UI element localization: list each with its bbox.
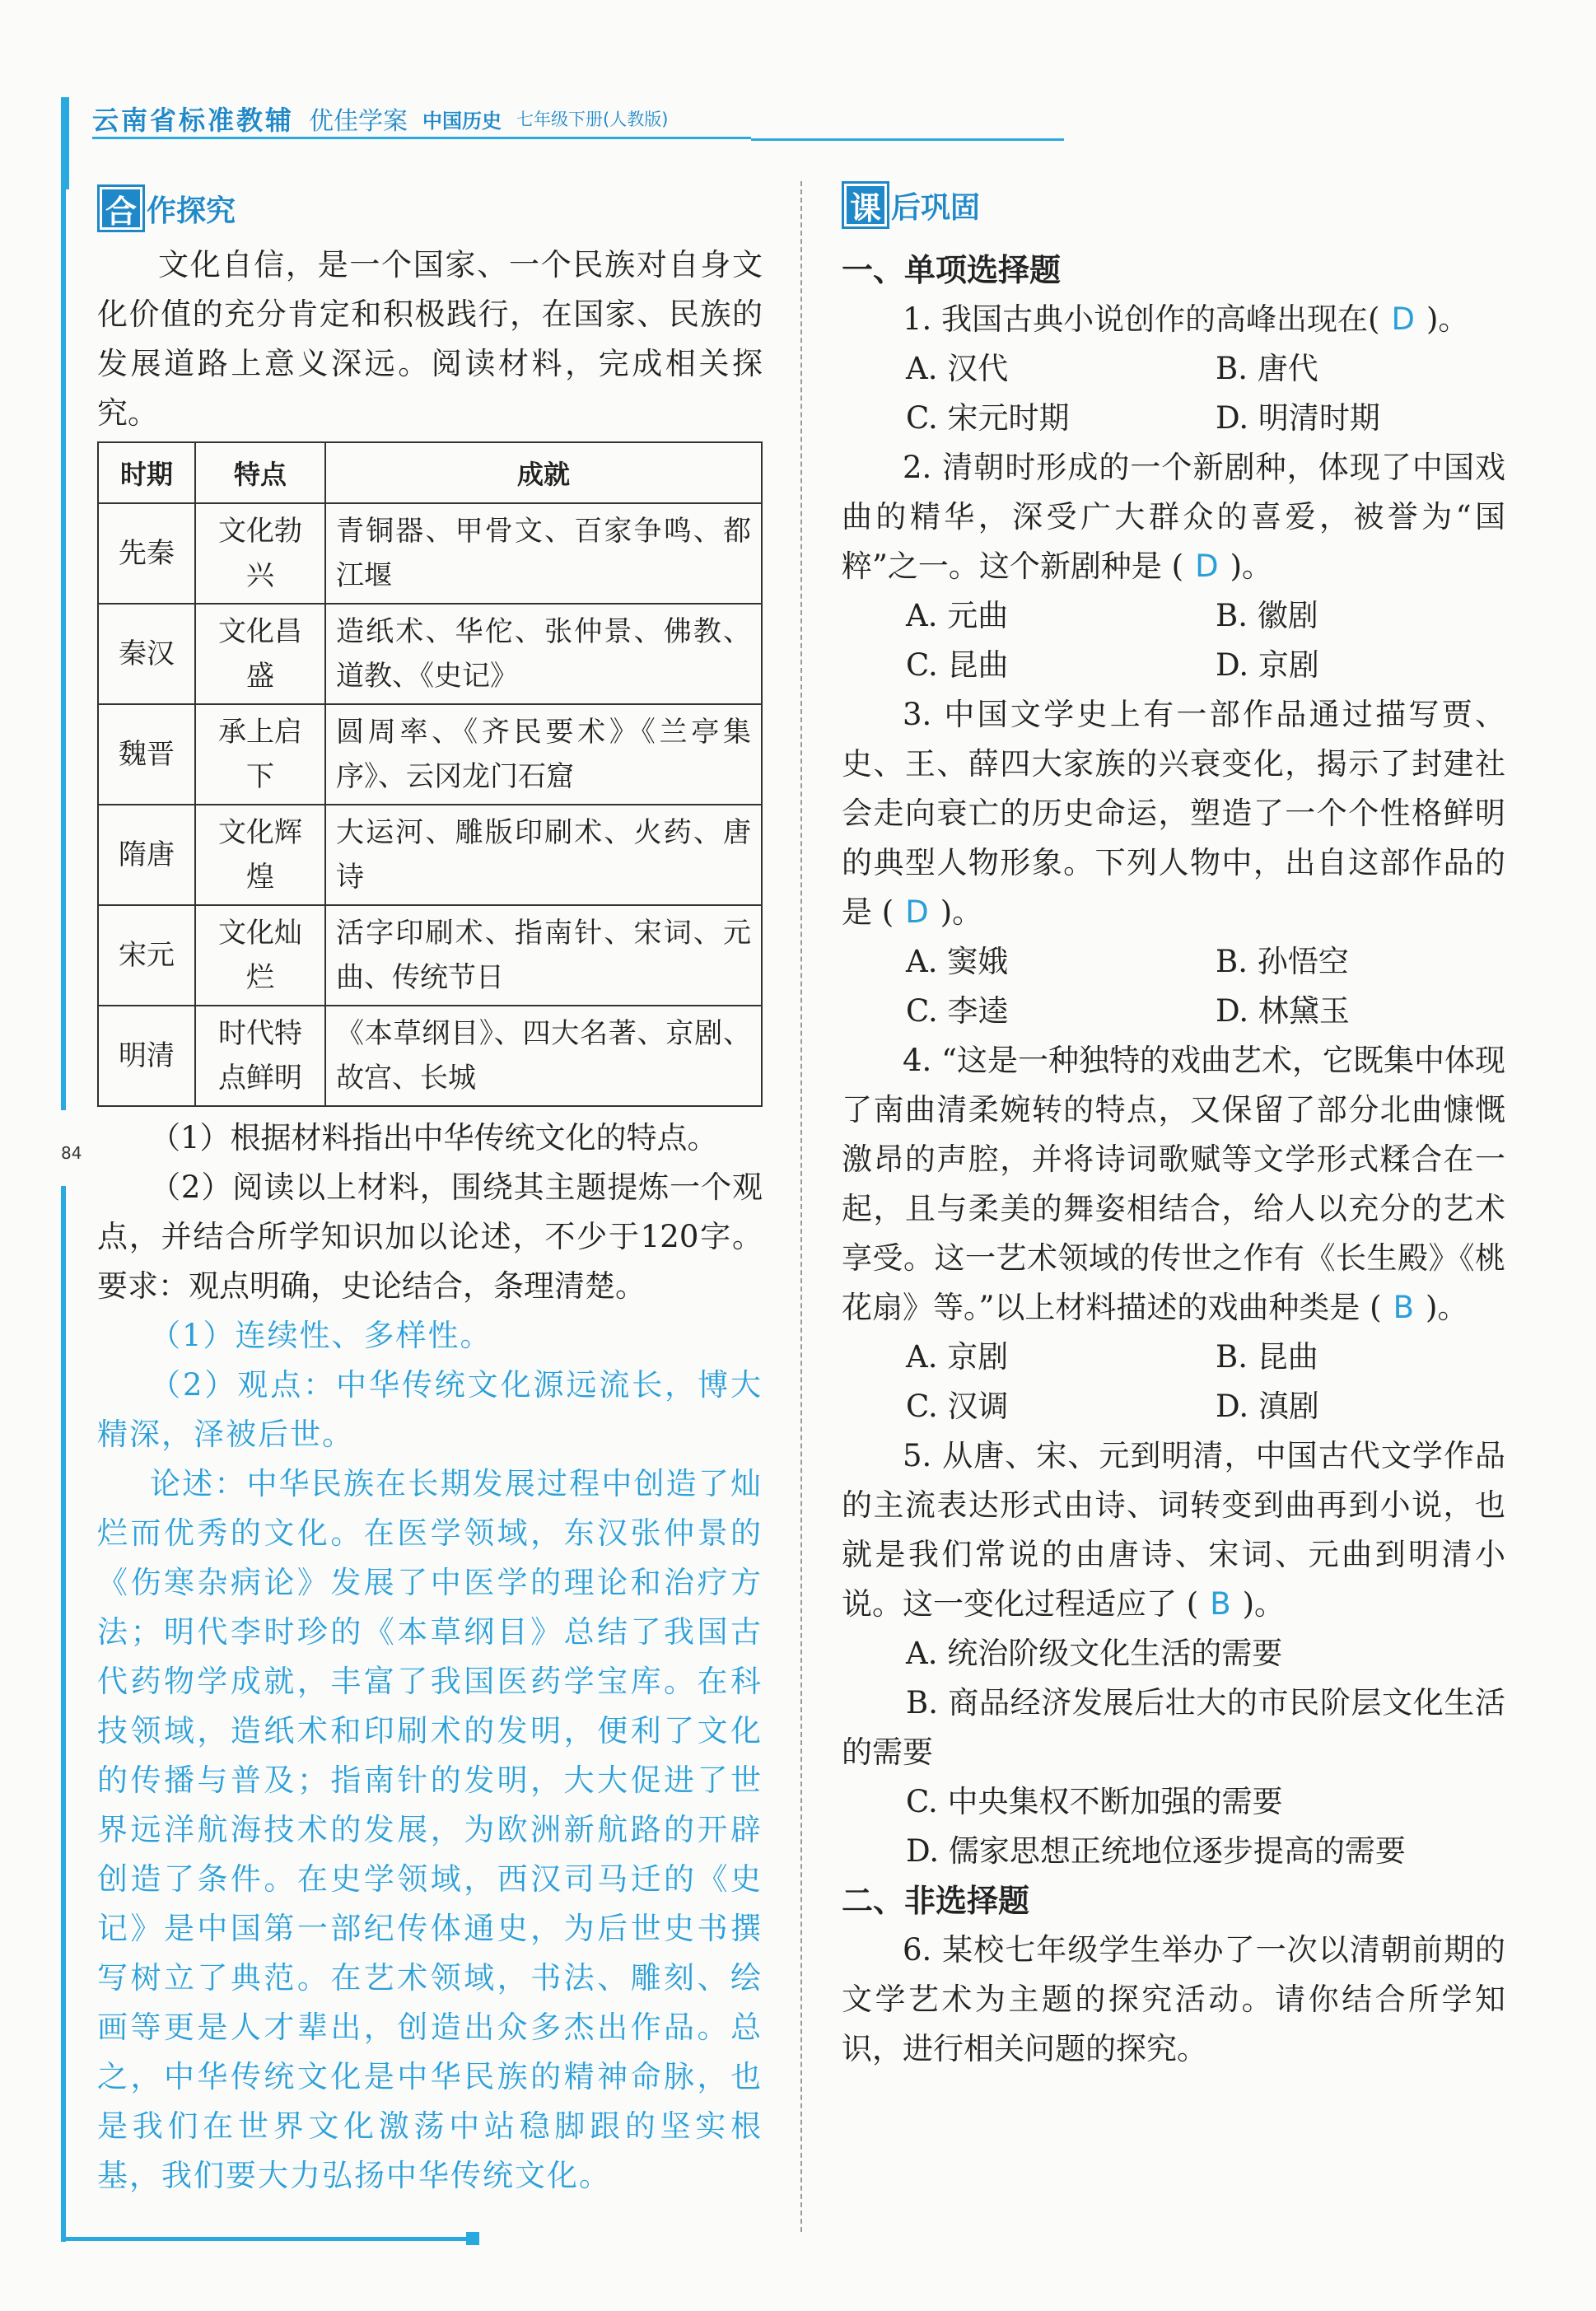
badge-char: 合 (97, 184, 145, 232)
option: B. 商品经济发展后壮大的市民阶层文化生活的需要 (842, 1685, 1505, 1770)
cell-period: 宋元 (98, 905, 195, 1006)
column-divider (800, 181, 802, 2232)
option: D. 滇剧 (1216, 1389, 1319, 1424)
page-header (92, 97, 668, 140)
cell-achievements: 青铜器、甲骨文、百家争鸣、都江堰 (325, 503, 762, 604)
options-row (842, 987, 1505, 1036)
q-stem: 5. 从唐、宋、元到明清，中国古代文学作品的主流表达形式由诗、词转变到曲再到小说，也就是我们常说的由唐诗、宋词、元曲到明清小说。这一变化过程适应了 ( (842, 1438, 1505, 1622)
q-stem-end: )。 (1230, 549, 1273, 584)
answer-2: （2）观点：中华传统文化源远流长，博大精深，泽被后世。 (97, 1367, 763, 1452)
margin-rail-top (61, 189, 66, 1110)
section-badge-cooperative (97, 184, 236, 232)
table-row (98, 805, 762, 905)
option: A. 统治阶级文化生活的需要 (906, 1636, 1283, 1671)
answer-mark: D (1391, 301, 1415, 337)
table-row (98, 905, 762, 1006)
options-row (842, 591, 1505, 641)
answer-3: 论述：中华民族在长期发展过程中创造了灿烂而优秀的文化。在医学领域，东汉张仲景的《伤寒杂病论》发展了中医学的理论和治疗方法；明代李时珍的《本草纲目》总结了我国古代药物学成就，丰富了我国医药学宝库。在科技领域，造纸术和印刷术的发明，便利了文化的传播与普及；指南针的发明，大大促进了世界远洋航海技术的发展，为欧洲新航路的开辟创造了条件。在史学领域，西汉司马迁的《史记》是中国第一部纪传体通史，为后世史书撰写树立了典范。在艺术领域，书法、雕刻、绘画等更是人才辈出，创造出众多杰出作品。总之，中华传统文化是中华民族的精神命脉，也是我们在世界文化激荡中站稳脚跟的坚实根基，我们要大力弘扬中华传统文化。 (97, 1466, 763, 2193)
table-row (98, 1006, 762, 1106)
culture-table (97, 441, 763, 1107)
cell-feature: 文化勃兴 (195, 503, 325, 604)
option: A. 京剧 (906, 1339, 1009, 1375)
badge-char: 课 (842, 181, 889, 229)
col-achievements: 成就 (325, 442, 762, 503)
q2-text: （2）阅读以上材料，围绕其主题提炼一个观点，并结合所学知识加以论述，不少于120字。要求：观点明确，史论结合，条理清楚。 (97, 1170, 763, 1304)
choice-question-5 (842, 1431, 1505, 1629)
intro-paragraph: 文化自信，是一个国家、一个民族对自身文化价值的充分肯定和积极践行，在国家、民族的发展道路上意义深远。阅读材料，完成相关探究。 (97, 247, 763, 431)
answer-mark: D (1195, 549, 1219, 584)
section-title-single-choice: 一、单项选择题 (842, 252, 1062, 288)
q-stem: 2. 清朝时形成的一个新剧种，体现了中国戏曲的精华，深受广大群众的喜爱，被誉为“国粹”之一。这个新剧种是 ( (842, 450, 1505, 584)
col-period: 时期 (98, 442, 195, 503)
option: B. 唐代 (1216, 351, 1318, 386)
header-grade: 七年级下册(人教版) (516, 110, 669, 129)
cell-achievements: 造纸术、华佗、张仲景、佛教、道教、《史记》 (325, 604, 762, 704)
option: D. 儒家思想正统地位逐步提高的需要 (906, 1833, 1406, 1869)
option: B. 孙悟空 (1216, 944, 1349, 979)
footer-rule (61, 2237, 473, 2241)
option: B. 昆曲 (1216, 1339, 1318, 1375)
cell-period: 明清 (98, 1006, 195, 1106)
header-subject: 中国历史 (422, 109, 502, 133)
cell-achievements: 圆周率、《齐民要术》《兰亭集序》、云冈龙门石窟 (325, 704, 762, 805)
cell-feature: 文化昌盛 (195, 604, 325, 704)
answer-1: （1）连续性、多样性。 (150, 1318, 492, 1353)
options-row (842, 394, 1505, 443)
option: C. 李逵 (906, 993, 1009, 1029)
option: A. 汉代 (906, 351, 1009, 386)
option: D. 明清时期 (1216, 400, 1380, 436)
option: A. 窦娥 (906, 944, 1009, 979)
table-row (98, 704, 762, 805)
table-header-row (98, 442, 762, 503)
question-1 (97, 1113, 763, 1311)
q-stem: 3. 中国文学史上有一部作品通过描写贾、史、王、薛四大家族的兴衰变化，揭示了封建社会走向衰亡的历史命运，塑造了一个个性格鲜明的典型人物形象。下列人物中，出自这部作品的是 ( (842, 697, 1505, 930)
option: C. 中央集权不断加强的需要 (906, 1784, 1283, 1819)
question-6: 6. 某校七年级学生举办了一次以清朝前期的文学艺术为主题的探究活动。请你结合所学知识，进行相关问题的探究。 (842, 1932, 1505, 2066)
section-title-non-choice: 二、非选择题 (842, 1883, 1030, 1919)
header-rule (92, 137, 751, 139)
options-row (842, 1382, 1505, 1431)
cell-period: 先秦 (98, 503, 195, 604)
q-stem-end: )。 (1426, 301, 1469, 337)
header-brand: 云南省标准教辅 (92, 105, 295, 136)
cell-feature: 文化辉煌 (195, 805, 325, 905)
q1-text: （1）根据材料指出中华传统文化的特点。 (150, 1120, 718, 1156)
choice-question-2 (842, 443, 1505, 591)
section-badge-practice (842, 181, 980, 229)
option: B. 徽剧 (1216, 598, 1318, 633)
choice-question-3 (842, 690, 1505, 937)
option: A. 元曲 (906, 598, 1009, 633)
col-feature: 特点 (195, 442, 325, 503)
badge-title: 后巩固 (891, 190, 981, 225)
choice-question-4 (842, 1036, 1505, 1333)
margin-rail-bottom (61, 1186, 66, 2242)
footer-square (466, 2232, 479, 2245)
cell-achievements: 《本草纲目》、四大名著、京剧、故宫、长城 (325, 1006, 762, 1106)
page-number: 84 (61, 1143, 82, 1163)
cell-period: 秦汉 (98, 604, 195, 704)
cell-feature: 承上启下 (195, 704, 325, 805)
q-stem: 4. “这是一种独特的戏曲艺术，它既集中体现了南曲清柔婉转的特点，又保留了部分北曲慷慨激昂的声腔，并将诗词歌赋等文学形式糅合在一起，且与柔美的舞姿相结合，给人以充分的艺术享受。这一艺术领域的传世之作有《长生殿》《桃花扇》等。”以上材料描述的戏曲种类是 ( (842, 1043, 1505, 1325)
options-row (842, 937, 1505, 987)
cell-feature: 时代特点鲜明 (195, 1006, 325, 1106)
header-series: 优佳学案 (309, 107, 408, 136)
options-row (842, 641, 1505, 690)
answer-mark: B (1210, 1586, 1231, 1622)
q-stem-end: )。 (1426, 1290, 1468, 1325)
options-row (842, 344, 1505, 394)
cell-period: 魏晋 (98, 704, 195, 805)
option: D. 京剧 (1216, 647, 1319, 683)
cell-period: 隋唐 (98, 805, 195, 905)
header-rule-right (751, 138, 1064, 141)
answer-mark: B (1393, 1290, 1415, 1325)
answer-mark: D (905, 894, 929, 930)
practice-section (842, 245, 1505, 2074)
answer-block (97, 1311, 763, 2201)
option: C. 汉调 (906, 1389, 1009, 1424)
table-row (98, 604, 762, 704)
option: C. 昆曲 (906, 647, 1009, 683)
q-stem-end: )。 (940, 894, 983, 930)
cell-feature: 文化灿烂 (195, 905, 325, 1006)
options-row (842, 1333, 1505, 1382)
q-stem: 1. 我国古典小说创作的高峰出现在( (903, 301, 1380, 337)
badge-title: 作探究 (147, 194, 236, 228)
choice-question-1 (842, 295, 1505, 344)
option: D. 林黛玉 (1216, 993, 1350, 1029)
q-stem-end: )。 (1242, 1586, 1286, 1622)
cell-achievements: 大运河、雕版印刷术、火药、唐诗 (325, 805, 762, 905)
table-row (98, 503, 762, 604)
cell-achievements: 活字印刷术、指南针、宋词、元曲、传统节日 (325, 905, 762, 1006)
option: C. 宋元时期 (906, 400, 1070, 436)
header-accent-bar (61, 97, 69, 189)
